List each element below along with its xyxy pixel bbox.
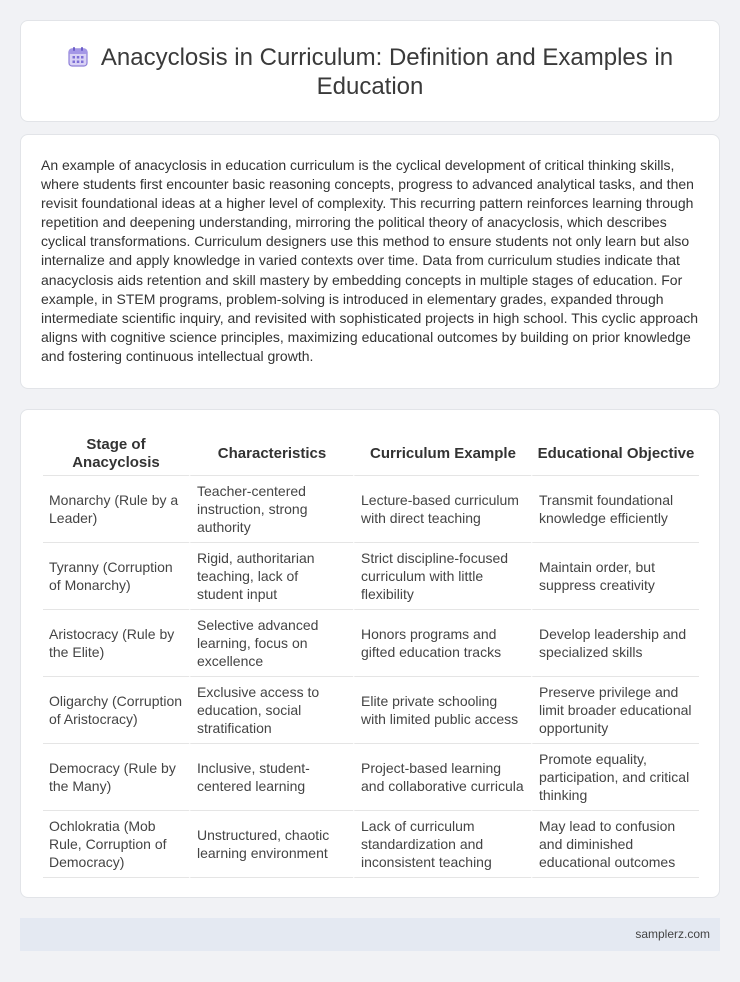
page-title: Anacyclosis in Curriculum: Definition and Examples in Education [100,44,674,100]
table-cell: Unstructured, chaotic learning environment [189,811,353,878]
table-row [43,610,699,677]
table-cell: Lecture-based curriculum with direct teaching [353,476,531,543]
table-row [43,811,699,878]
table-cell: Develop leadership and specialized skills [531,610,699,677]
table-cell: Aristocracy (Rule by the Elite) [43,610,189,677]
intro-card [20,134,720,389]
page-title-row [21,43,719,101]
intro-paragraph: An example of anacyclosis in education curriculum is the cyclical development of critical thinking skills, where students first encounter basic reasoning concepts, progress to advanced analytical tasks, and then revisit foundational ideas at a higher level of complexity. This recurring pattern reinforces learning through repetition and deepening understanding, mirroring the political theory of anacyclosis, which describes cyclical transformations. Curriculum designers use this method to ensure students not only learn but also internalize and apply knowledge in varied contexts over time. Data from curriculum studies indicate that anacyclosis aids retention and skill mastery by embedding concepts in multiple stages of education. For example, in STEM programs, problem-solving is introduced in elementary grades, expanded through intermediate scientific inquiry, and revisited with sophisticated projects in high school. This cyclic approach aligns with cognitive science principles, maximizing educational outcomes by building on prior knowledge and fostering continuous intellectual growth. [41,157,699,364]
table-row [43,543,699,610]
calendar-icon [67,46,89,68]
table-cell: Rigid, authoritarian teaching, lack of student input [189,543,353,610]
table-cell: Promote equality, participation, and critical thinking [531,744,699,811]
footer-bar [20,918,720,951]
table-cell: Oligarchy (Corruption of Aristocracy) [43,677,189,744]
table-cell: Project-based learning and collaborative curricula [353,744,531,811]
table-cell: Teacher-centered instruction, strong authority [189,476,353,543]
table-cell: Democracy (Rule by the Many) [43,744,189,811]
anacyclosis-table [43,432,699,878]
table-cell: Lack of curriculum standardization and inconsistent teaching [353,811,531,878]
column-header: Educational Objective [531,432,699,476]
table-row [43,677,699,744]
table-cell: May lead to confusion and diminished educational outcomes [531,811,699,878]
table-cell: Ochlokratia (Mob Rule, Corruption of Democracy) [43,811,189,878]
table-cell: Monarchy (Rule by a Leader) [43,476,189,543]
table-card [20,409,720,898]
table-cell: Tyranny (Corruption of Monarchy) [43,543,189,610]
column-header: Characteristics [189,432,353,476]
table-cell: Elite private schooling with limited public access [353,677,531,744]
column-header: Curriculum Example [353,432,531,476]
header-card [20,20,720,122]
table-cell: Selective advanced learning, focus on excellence [189,610,353,677]
column-header: Stage of Anacyclosis [43,432,189,476]
table-row [43,476,699,543]
table-cell: Inclusive, student-centered learning [189,744,353,811]
table-cell: Honors programs and gifted education tracks [353,610,531,677]
table-cell: Transmit foundational knowledge efficiently [531,476,699,543]
table-header-row [43,432,699,476]
table-cell: Exclusive access to education, social stratification [189,677,353,744]
table-cell: Preserve privilege and limit broader educational opportunity [531,677,699,744]
footer-site-link[interactable]: samplerz.com [635,927,710,941]
table-cell: Maintain order, but suppress creativity [531,543,699,610]
table-cell: Strict discipline-focused curriculum with little flexibility [353,543,531,610]
table-row [43,744,699,811]
